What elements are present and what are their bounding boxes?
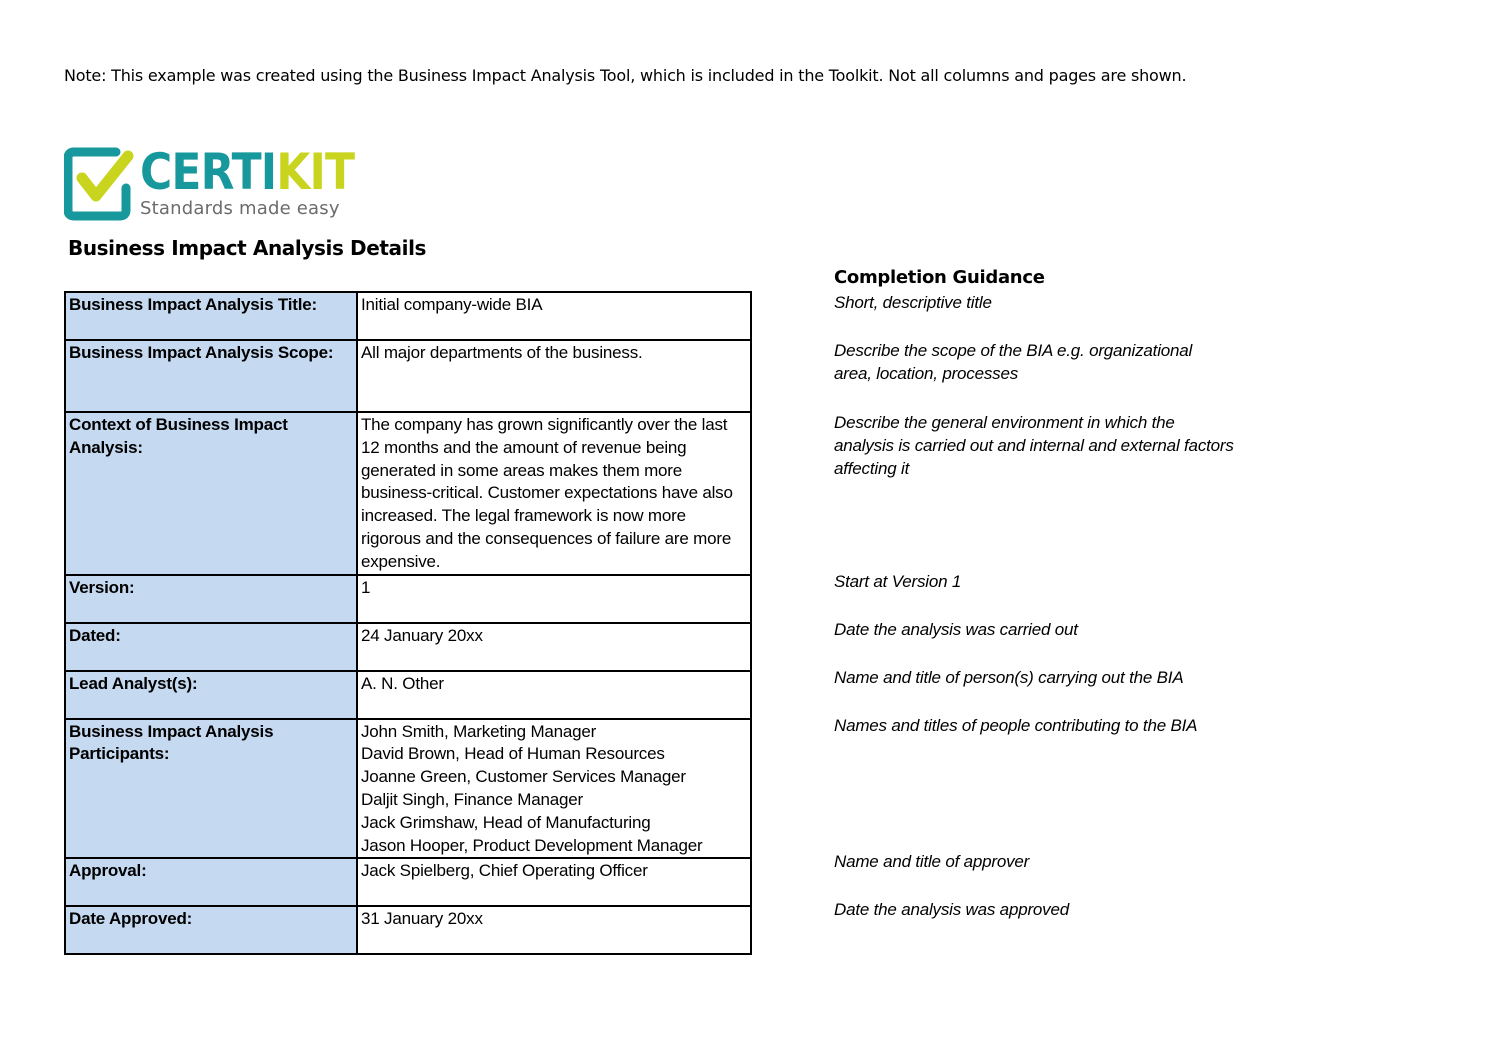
table-row	[65, 292, 751, 340]
participant-line: John Smith, Marketing Manager	[361, 721, 597, 741]
guidance-text: Describe the scope of the BIA e.g. organizational area, location, processes	[834, 341, 1193, 383]
row-value: All major departments of the business.	[357, 340, 751, 412]
row-label: Approval:	[65, 858, 357, 906]
row-value	[357, 719, 751, 859]
table-row	[65, 412, 751, 575]
guidance-text: Date the analysis was carried out	[834, 620, 1078, 639]
row-value: Initial company-wide BIA	[357, 292, 751, 340]
row-value: 24 January 20xx	[357, 623, 751, 671]
row-label: Dated:	[65, 623, 357, 671]
guidance-text: Describe the general environment in which the analysis is carried out and internal and external factors affecting it	[834, 413, 1234, 478]
row-label: Version:	[65, 575, 357, 623]
participant-line: Joanne Green, Customer Services Manager	[361, 767, 686, 787]
guidance-text: Date the analysis was approved	[834, 900, 1069, 919]
row-label: Date Approved:	[65, 906, 357, 954]
row-label: Business Impact Analysis Title:	[65, 292, 357, 340]
table-row	[65, 858, 751, 906]
table-row	[65, 575, 751, 623]
logo-word-part1: CERTI	[140, 143, 277, 201]
row-label: Lead Analyst(s):	[65, 671, 357, 719]
guidance-text: Start at Version 1	[834, 572, 962, 591]
note-text: Note: This example was created using the Business Impact Analysis Tool, which is included in the Toolkit. Not all columns and pages are shown.	[64, 66, 1187, 85]
logo-word-part2: KIT	[276, 143, 355, 201]
participant-line: Jason Hooper, Product Development Manager	[361, 835, 703, 855]
logo-tagline: Standards made easy	[140, 198, 340, 219]
guidance-title: Completion Guidance	[834, 267, 1045, 288]
checkbox-logo-icon	[64, 144, 134, 224]
participant-line: David Brown, Head of Human Resources	[361, 744, 665, 764]
table-row	[65, 623, 751, 671]
table-row	[65, 906, 751, 954]
table-row	[65, 340, 751, 412]
row-value: 1	[357, 575, 751, 623]
section-title: Business Impact Analysis Details	[68, 236, 427, 260]
bia-details-table	[64, 291, 752, 955]
row-label: Business Impact Analysis Participants:	[65, 719, 357, 859]
row-value: The company has grown significantly over the last 12 months and the amount of revenue being generated in some areas makes them more business-critical. Customer expectations have also increased. The legal framework is now more rigorous and the consequences of failure are more expensive.	[357, 412, 751, 575]
row-value: 31 January 20xx	[357, 906, 751, 954]
guidance-text: Name and title of approver	[834, 852, 1030, 871]
logo-wordmark	[140, 144, 354, 200]
row-label: Business Impact Analysis Scope:	[65, 340, 357, 412]
table-row	[65, 719, 751, 859]
table-row	[65, 671, 751, 719]
row-value: A. N. Other	[357, 671, 751, 719]
row-label: Context of Business Impact Analysis:	[65, 412, 357, 575]
guidance-text: Name and title of person(s) carrying out the BIA	[834, 668, 1184, 687]
guidance-text: Short, descriptive title	[834, 293, 992, 312]
row-value: Jack Spielberg, Chief Operating Officer	[357, 858, 751, 906]
guidance-text: Names and titles of people contributing to the BIA	[834, 716, 1198, 735]
participant-line: Jack Grimshaw, Head of Manufacturing	[361, 812, 651, 832]
participant-line: Daljit Singh, Finance Manager	[361, 789, 583, 809]
certikit-logo	[64, 144, 354, 224]
